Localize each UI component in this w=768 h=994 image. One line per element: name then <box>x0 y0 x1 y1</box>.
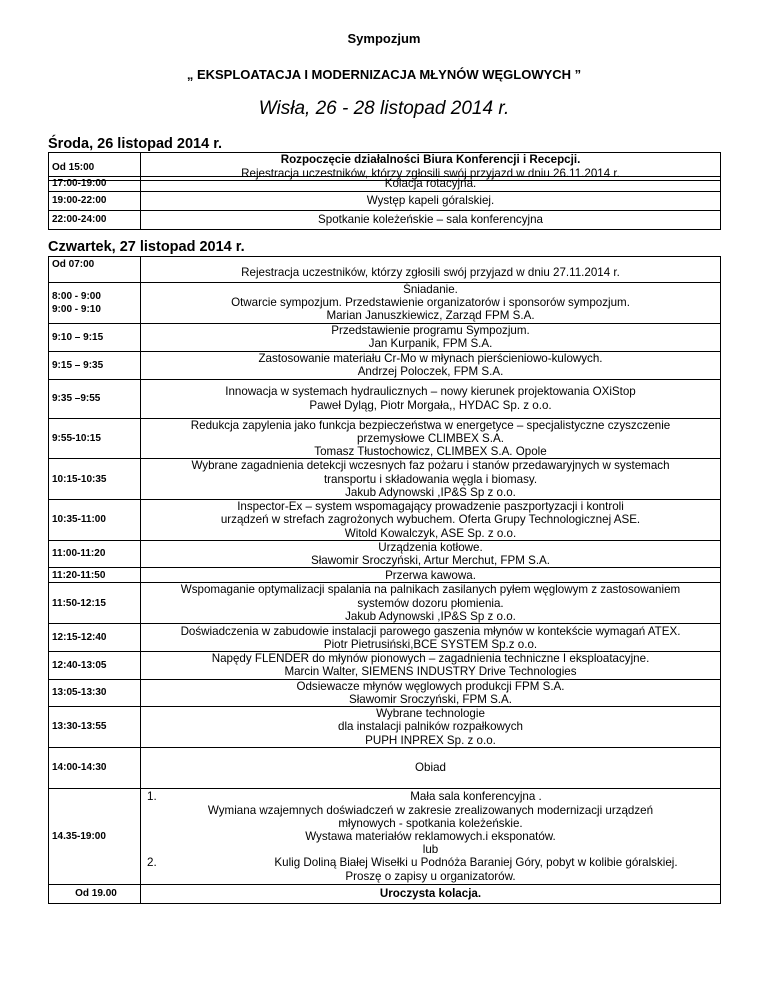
event-line: Jan Kurpanik, FPM S.A. <box>368 337 493 351</box>
event-line: Tomasz Tłustochowicz, CLIMBEX S.A. Opole <box>314 445 547 459</box>
event-cell <box>141 583 721 624</box>
day-heading-wednesday: Środa, 26 listopad 2014 r. <box>48 136 223 152</box>
event-cell <box>141 789 721 885</box>
event-cell: Spotkanie koleżeńskie – sala konferencyjna <box>141 211 721 230</box>
schedule-row <box>49 583 721 624</box>
day-heading-thursday: Czwartek, 27 listopad 2014 r. <box>48 239 245 255</box>
event-cell <box>141 379 721 418</box>
time-cell: 10:15-10:35 <box>49 459 141 500</box>
event-cell: Rejestracja uczestników, którzy zgłosili swój przyjazd w dniu 27.11.2014 r. <box>141 257 721 283</box>
event-line: przemysłowe CLIMBEX S.A. <box>357 431 504 445</box>
event-cell <box>141 459 721 500</box>
schedule-row <box>49 789 721 885</box>
schedule-row <box>49 323 721 351</box>
time-line: 9:00 - 9:10 <box>52 303 101 315</box>
event-line: Rozpoczęcie działalności Biura Konferencji i Recepcji. <box>280 153 581 167</box>
schedule-row <box>49 500 721 541</box>
event-cell <box>141 652 721 679</box>
schedule-table-wednesday-rest <box>48 176 721 230</box>
time-cell: 12:40-13:05 <box>49 652 141 679</box>
event-line: Urządzenia kotłowe. <box>378 540 483 554</box>
event-line: Witold Kowalczyk, ASE Sp. z o.o. <box>344 526 517 540</box>
event-line: Piotr Pietrusiński,BCE SYSTEM Sp.z o.o. <box>323 637 538 651</box>
time-cell: 11:50-12:15 <box>49 583 141 624</box>
event-line: Jakub Adynowski ,IP&S Sp z o.o. <box>345 609 516 623</box>
event-line: młynowych - spotkania koleżeńskie. <box>338 816 523 830</box>
event-line: Proszę o zapisy u organizatorów. <box>345 869 516 883</box>
time-cell: 22:00-24:00 <box>49 211 141 230</box>
time-cell: 11:20-11:50 <box>49 568 141 583</box>
schedule-row <box>49 679 721 706</box>
time-cell: 9:10 – 9:15 <box>49 323 141 351</box>
schedule-row <box>49 624 721 652</box>
schedule-row <box>49 177 721 192</box>
event-cell <box>141 351 721 379</box>
time-line: 8:00 - 9:00 <box>52 290 101 302</box>
schedule-row <box>49 652 721 679</box>
list-item <box>141 856 720 869</box>
event-cell <box>141 418 721 459</box>
schedule-row <box>49 540 721 567</box>
schedule-table-thursday <box>48 256 721 904</box>
event-line: Doświadczenia w zabudowie instalacji parowego gaszenia młynów w kontekście wymagań ATEX. <box>180 624 681 638</box>
time-cell: Od 19.00 <box>49 885 141 904</box>
event-line: Śniadanie. <box>403 283 458 296</box>
event-cell <box>141 707 721 748</box>
schedule-row <box>49 459 721 500</box>
event-line: Rejestracja uczestników, którzy zgłosili swój przyjazd w dniu 26.11.2014 r. <box>241 166 620 180</box>
event-cell <box>141 500 721 541</box>
list-item <box>141 790 720 803</box>
event-line: Marcin Walter, SIEMENS INDUSTRY Drive Technologies <box>284 665 577 679</box>
time-cell: 14.35-19:00 <box>49 789 141 885</box>
time-cell <box>49 283 141 324</box>
event-line: Marian Januszkiewicz, Zarząd FPM S.A. <box>326 309 535 323</box>
event-cell <box>141 283 721 324</box>
event-line: systemów dozoru płomienia. <box>357 596 504 610</box>
event-cell: Obiad <box>141 748 721 789</box>
schedule-row <box>49 885 721 904</box>
event-cell <box>141 679 721 706</box>
event-line: transportu i składowania węgla i biomasy. <box>323 472 538 486</box>
event-line: Odsiewacze młynów węglowych produkcji FPM S.A. <box>296 679 565 693</box>
event-cell <box>141 540 721 567</box>
schedule-row <box>49 192 721 211</box>
event-line: Kulig Doliną Białej Wisełki u Podnóża Baraniej Góry, pobyt w kolibie góralskiej. <box>274 856 678 870</box>
time-cell: 9:15 – 9:35 <box>49 351 141 379</box>
list-number: 2. <box>147 856 157 870</box>
time-cell: 9:35 –9:55 <box>49 379 141 418</box>
event-line: Wymiana wzajemnych doświadczeń w zakresie zrealizowanych modernizacji urządzeń <box>207 803 654 817</box>
event-line: Wybrane technologie <box>376 707 485 721</box>
event-line: Mała sala konferencyjna . <box>410 790 542 804</box>
time-cell: 14:00-14:30 <box>49 748 141 789</box>
event-line: Sławomir Sroczyński, Artur Merchut, FPM S.A. <box>310 554 550 568</box>
event-cell: Przerwa kawowa. <box>141 568 721 583</box>
event-cell: Występ kapeli góralskiej. <box>141 192 721 211</box>
event-line: Redukcja zapylenia jako funkcja bezpieczeństwa w energetyce – specjalistyczne czyszczenie <box>190 418 671 432</box>
time-cell: 13:30-13:55 <box>49 707 141 748</box>
time-cell: 19:00-22:00 <box>49 192 141 211</box>
list-number: 1. <box>147 790 157 804</box>
event-line: Napędy FLENDER do młynów pionowych – zagadnienia techniczne I eksploatacyjne. <box>211 652 650 666</box>
time-cell: Od 07:00 <box>49 257 141 283</box>
event-line: PUPH INPREX Sp. z o.o. <box>365 733 496 747</box>
symposium-label: Sympozjum <box>347 31 421 46</box>
event-line: Wybrane zagadnienia detekcji wczesnych faz pożaru i stanów przedawaryjnych w systemach <box>191 459 670 473</box>
schedule-row <box>49 418 721 459</box>
event-line: Wystawa materiałów reklamowych.i eksponatów. <box>305 829 556 843</box>
schedule-row <box>49 748 721 789</box>
event-cell: Uroczysta kolacja. <box>141 885 721 904</box>
event-line: Wspomaganie optymalizacji spalania na palnikach zasilanych pyłem węglowym z zastosowaniem <box>180 583 681 597</box>
event-cell <box>141 323 721 351</box>
event-line: dla instalacji palników rozpałkowych <box>338 720 523 734</box>
event-line: Inspector-Ex – system wspomagający prowadzenie paszportyzacji i kontroli <box>237 500 624 514</box>
event-line: Paweł Dyląg, Piotr Morgała,, HYDAC Sp. z o.o. <box>309 398 552 412</box>
event-cell: Kolacja rotacyjna. <box>141 177 721 192</box>
event-line: Jakub Adynowski ,IP&S Sp z o.o. <box>345 485 516 499</box>
event-line: urządzeń w strefach zagrożonych wybuchem. Oferta Grupy Technologicznej ASE. <box>220 513 641 527</box>
time-cell: Od 15:00 <box>49 153 141 181</box>
schedule-row <box>49 283 721 324</box>
event-line: Sławomir Sroczyński, FPM S.A. <box>349 692 512 706</box>
time-cell: 12:15-12:40 <box>49 624 141 652</box>
schedule-row <box>49 707 721 748</box>
event-cell <box>141 624 721 652</box>
schedule-row <box>49 211 721 230</box>
symposium-title: „ EKSPLOATACJA I MODERNIZACJA MŁYNÓW WĘGLOWYCH ” <box>186 67 582 82</box>
schedule-row <box>49 379 721 418</box>
event-line: Otwarcie sympozjum. Przedstawienie organizatorów i sponsorów sympozjum. <box>231 296 630 310</box>
schedule-row <box>49 568 721 583</box>
time-cell: 13:05-13:30 <box>49 679 141 706</box>
event-line: lub <box>422 843 439 857</box>
schedule-row <box>49 257 721 283</box>
event-line: Innowacja w systemach hydraulicznych – nowy kierunek projektowania OXiStop <box>225 385 636 399</box>
event-line: Przedstawienie programu Sympozjum. <box>331 323 530 337</box>
schedule-row <box>49 351 721 379</box>
event-line: Andrzej Poloczek, FPM S.A. <box>357 365 504 379</box>
time-cell: 9:55-10:15 <box>49 418 141 459</box>
event-line: Zastosowanie materiału Cr-Mo w młynach pierścieniowo-kulowych. <box>258 351 603 365</box>
time-cell: 10:35-11:00 <box>49 500 141 541</box>
time-cell: 11:00-11:20 <box>49 540 141 567</box>
place-and-date: Wisła, 26 - 28 listopad 2014 r. <box>258 98 510 119</box>
time-cell: 17:00-19:00 <box>49 177 141 192</box>
